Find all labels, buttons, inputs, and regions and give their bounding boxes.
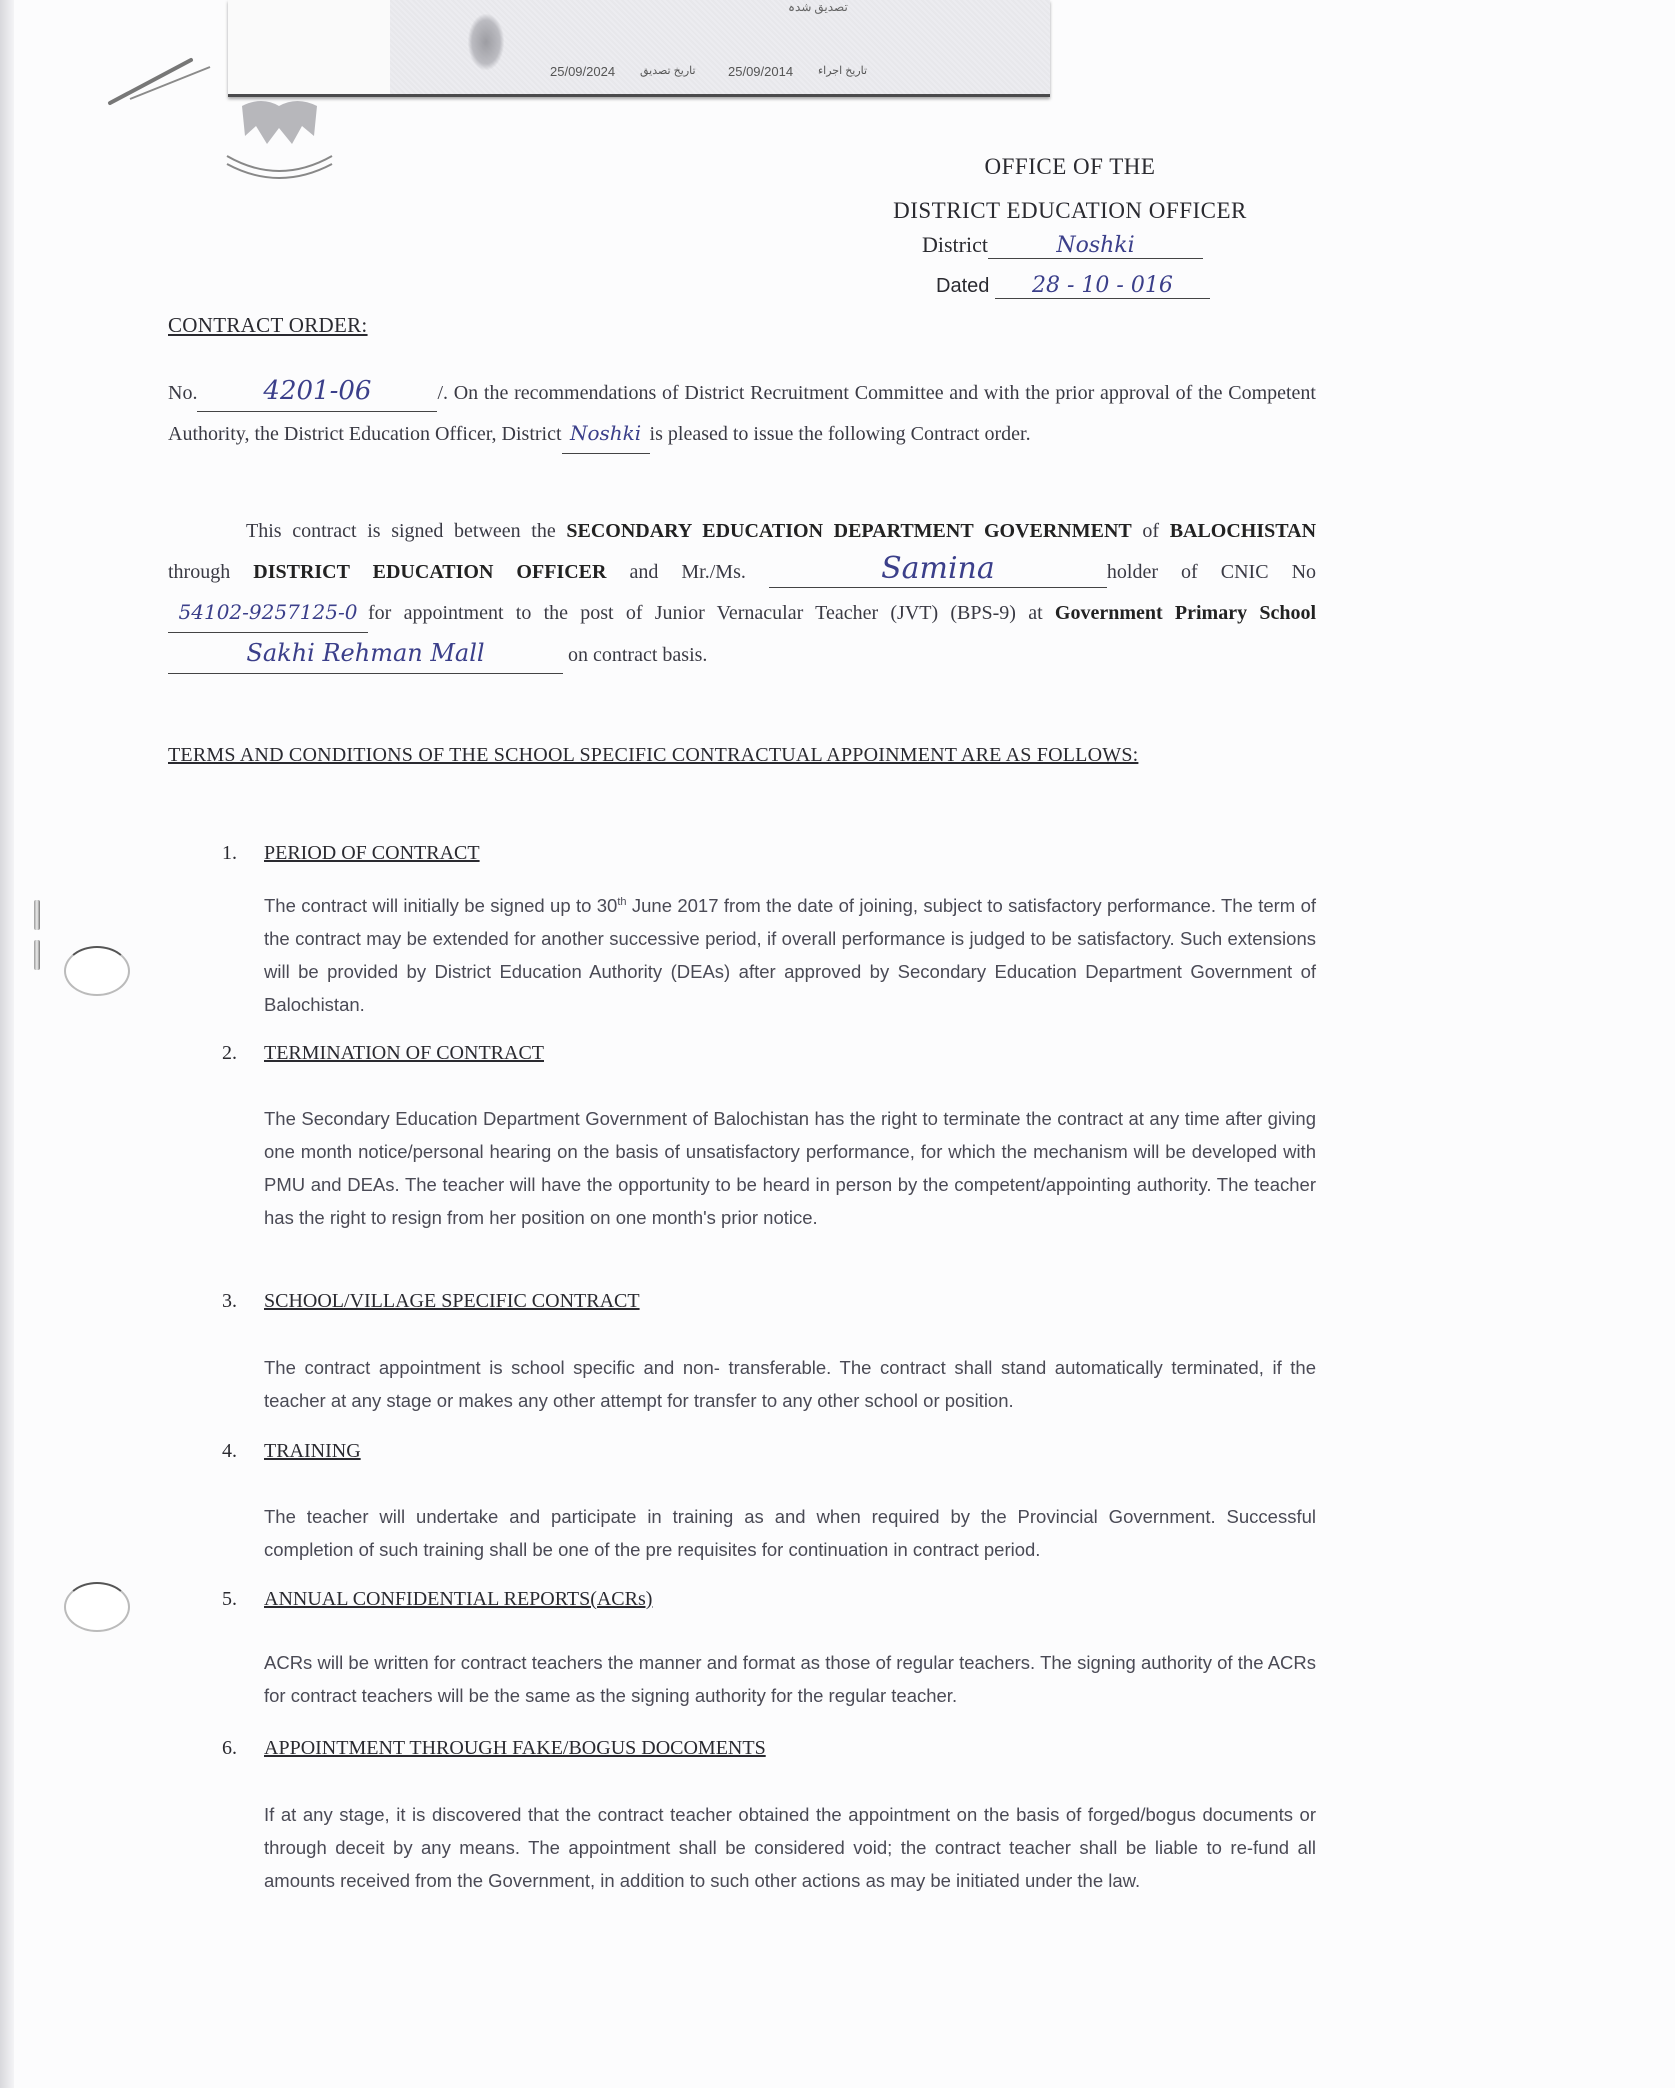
order-no-label: No. [168,382,198,404]
school-name: Sakhi Rehman Mall [168,633,563,674]
section-title: TRAINING [264,1440,361,1462]
header-line-1: OFFICE OF THE [984,154,1156,179]
section-body-6: If at any stage, it is discovered that the contract teacher obtained the appointment on the basis of forged/bogus documents or through deceit by any means. The appointment shall be considered void; the contract teacher shall be liable to re-fund all amounts received from the Government, in addition to such other actions as may be initiated under the law. [264,1804,1316,1891]
section-body-2: The Secondary Education Department Government of Balochistan has the right to terminate the contract at any time after giving one month notice/personal hearing on the basis of unsatisfactory performance, for which the mechanism will be developed with PMU and DEAs. The teacher will have the opportunity to be heard in person by the competent/appointing authority. The teacher has the right to resign from her position on one month's prior notice. [264,1108,1316,1228]
punch-hole-icon [64,946,130,996]
officer-title: DISTRICT EDUCATION OFFICER [253,561,607,583]
section-title: SCHOOL/VILLAGE SPECIFIC CONTRACT [264,1290,640,1312]
header-line-2: DISTRICT EDUCATION OFFICER [893,198,1247,223]
section-title: ANNUAL CONFIDENTIAL REPORTS(ACRs) [264,1588,653,1610]
thumbprint-icon [468,14,504,70]
dated-field [936,273,1210,299]
section-heading-6 [222,1737,766,1760]
contract-text-3: through [168,561,231,583]
appointee-name: Samina [769,551,1107,588]
cnic-number: 54102-9257125-0 [168,592,368,633]
section-body-1 [264,886,1316,1021]
stamp-date-right: 25/09/2014 [728,64,794,79]
district-label: District [922,232,988,257]
section-body-4: The teacher will undertake and participate in training as and when required by the Provincial Government. Successful completion of such training shall be one of the pre requisites for continuation in contract period. [264,1506,1316,1560]
contract-text-7: on contract basis. [568,644,708,666]
office-header [860,145,1280,233]
staple-icon [34,900,40,930]
stamp-date-left: 25/09/2024 [550,64,616,79]
section-heading-5 [222,1588,652,1611]
section-heading-3 [222,1290,640,1313]
section-number: 4. [222,1440,237,1462]
section-title: TERMINATION OF CONTRACT [264,1042,544,1064]
school-type: Government Primary School [1054,602,1317,624]
province-name: BALOCHISTAN [1169,520,1317,542]
section-number: 5. [222,1588,237,1610]
dated-label: Dated [936,275,990,297]
staple-icon [34,940,40,970]
section-body-3: The contract appointment is school specific and non- transferable. The contract shall stand automatically terminated, if the teacher at any stage or makes any other attempt for transfer to any other school or position. [264,1357,1316,1411]
order-paragraph [168,371,1316,454]
order-text-1: /. On the recommendations of District Recruitment Committee and with the prior approval of the Competent Authority, the District Education Officer, District [168,382,1316,445]
section-title: APPOINTMENT THROUGH FAKE/BOGUS DOCOMENTS [264,1737,766,1759]
order-text-2: is pleased to issue the following Contract order. [649,423,1031,445]
order-district-value: Noshki [562,413,650,454]
section-title: PERIOD OF CONTRACT [264,842,480,864]
section-number: 3. [222,1290,237,1312]
section-body-5: ACRs will be written for contract teachers the manner and format as those of regular teachers. The signing authority of the ACRs for contract teachers will be the same as the signing authority for the regular teacher. [264,1652,1316,1706]
district-field [922,232,1203,259]
section-heading-2 [222,1042,544,1065]
section-number: 2. [222,1042,237,1064]
section-text: June 2017 from the date of joining, subject to satisfactory performance. The term of the contract may be extended for another successive period, if overall performance is judged to be satisfactory. Such extensions will be provided by District Education Authority (DEAs) after approved by Secondary Education Department Government of Balochistan. [264,895,1316,1016]
ordinal-suffix: th [617,896,627,908]
contract-text-2: of [1142,520,1160,542]
district-value: Noshki [988,233,1203,259]
page-edge [0,0,14,2088]
stamp-urdu-top: تصدیق شدہ [788,0,848,14]
stamp-urdu-label-1: تاریخ تصدیق [640,65,696,77]
section-text: The contract will initially be signed up to 30 [264,895,618,917]
punch-hole-icon [64,1582,130,1632]
slip-blank-area [228,0,390,94]
section-number: 6. [222,1737,237,1759]
section-heading-1 [222,842,480,865]
contract-paragraph [168,511,1316,675]
government-emblem-icon [222,96,337,180]
section-number: 1. [222,842,237,864]
contract-text-1: This contract is signed between the [246,520,556,542]
dated-value: 28 - 10 - 016 [995,273,1210,299]
contract-text-5: holder of CNIC No [1106,561,1317,583]
department-name: SECONDARY EDUCATION DEPARTMENT GOVERNMENT [566,520,1132,542]
order-no-value: 4201-06 [197,371,437,412]
section-heading-4 [222,1440,361,1463]
contract-text-6: for appointment to the post of Junior Vernacular Teacher (JVT) (BPS-9) at [368,602,1043,624]
contract-text-4: and Mr./Ms. [629,561,746,583]
stamp-urdu-label-2: تاریخ اجراء [818,65,868,77]
staple-pin-icon [105,55,215,115]
attached-verification-slip [228,0,1050,97]
terms-heading: TERMS AND CONDITIONS OF THE SCHOOL SPECIFIC CONTRACTUAL APPOINMENT ARE AS FOLLOWS: [168,744,1139,766]
contract-order-heading: CONTRACT ORDER: [168,313,368,337]
